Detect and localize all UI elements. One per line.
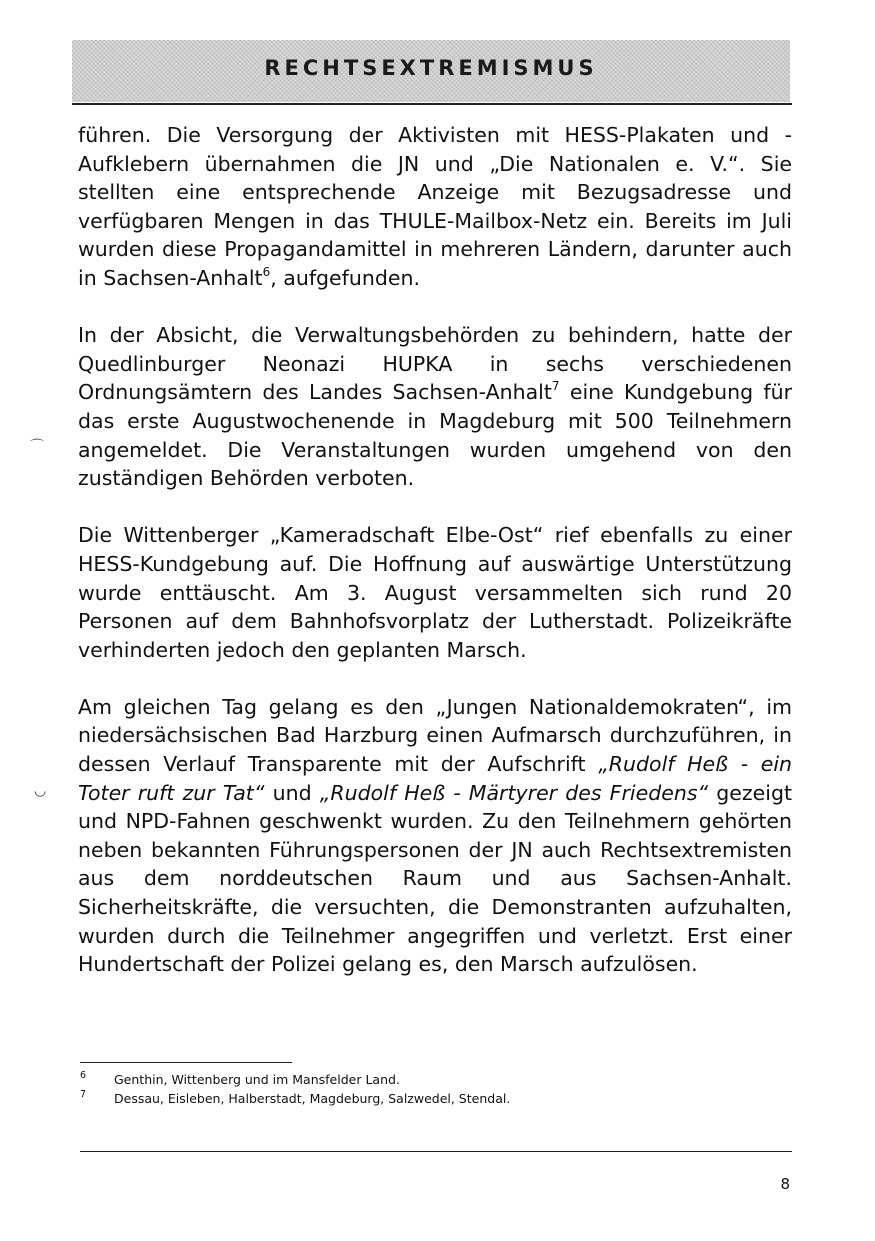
footnote-rule [80,1062,292,1063]
footnote-number: 6 [80,1070,87,1081]
footnote-text: Genthin, Wittenberg und im Mansfelder Land. [114,1072,400,1087]
banner-quote-1: „Rudolf Heß - ein Toter ruft zur Tat“ [78,752,793,805]
scan-mark: ◡ [34,783,47,799]
paragraph-2-text-b: eine Kundgebung für das erste Augustwochenende in Magdeburg mit 500 Teilnehmern angemeldet. Die Veranstaltungen wurden umgehend von den zuständigen Behörden verboten. [78,380,792,491]
footnote-number: 7 [80,1089,87,1100]
paragraph-4-text-a: Am gleichen Tag gelang es den „Jungen Nationaldemokraten“, im niedersächsischen Bad Harzburg einen Aufmarsch durchzuführen, in dessen Verlauf Transparente mit der Aufschrift [78,694,792,777]
bottom-rule [80,1151,792,1152]
footnotes [80,1070,780,1108]
paragraph-3: Die Wittenberger „Kameradschaft Elbe-Ost“ rief ebenfalls zu einer HESS-Kundgebung auf. Die Hoffnung auf auswärtige Unterstützung wurde enttäuscht. Am 3. August versammelten sich rund 20 Personen auf dem Bahnhofsvorplatz der Lutherstadt. Polizeikräfte verhinderten jedoch den geplanten Marsch. [78,523,792,662]
banner-quote-2: „Rudolf Heß - Märtyrer des Friedens“ [319,780,709,805]
header-rule [72,103,792,105]
page-number: 8 [780,1175,790,1193]
paragraph-4-text-c: gezeigt und NPD-Fahnen geschwenkt wurden. Zu den Teilnehmern gehörten neben bekannten Führungspersonen der JN auch Rechtsextremisten aus dem norddeutschen Raum und aus Sachsen-Anhalt. Sicherheitskräfte, die versuchten, die Demonstranten aufzuhalten, wurden durch die Teilnehmer angegriffen und verletzt. Erst einer Hundertschaft der Polizei gelang es, den Marsch aufzulösen. [78,780,793,977]
page-header-title: RECHTSEXTREMISMUS [264,56,598,80]
scan-mark: ⌒ [30,439,44,455]
paragraph-2 [78,321,792,493]
footnote-ref-6: 6 [262,264,271,279]
paragraph-1 [78,121,792,293]
footnote-6 [80,1070,780,1089]
paragraph-1-text-b: , aufgefunden. [270,265,421,290]
paragraph-4 [78,693,792,979]
paragraph-4-text-b: und [264,780,320,805]
footnote-text: Dessau, Eisleben, Halberstadt, Magdeburg, Salzwedel, Stendal. [114,1091,511,1106]
paragraph-1-text-a: führen. Die Versorgung der Aktivisten mit HESS-Plakaten und - Aufklebern übernahmen die JN und „Die Nationalen e. V.“. Sie stellten eine entsprechende Anzeige mit Bezugsadresse und verfügbaren Mengen in das THULE-Mailbox-Netz ein. Bereits im Juli wurden diese Propagandamittel in mehreren Ländern, darunter auch in Sachsen-Anhalt [78,123,792,290]
footnote-7 [80,1089,780,1108]
paragraph-2-text-a: In der Absicht, die Verwaltungsbehörden zu behindern, hatte der Quedlinburger Neonazi HUPKA in sechs verschiedenen Ordnungsämtern des Landes Sachsen-Anhalt [78,323,792,405]
body-text [78,121,792,979]
footnote-ref-7: 7 [551,379,560,394]
